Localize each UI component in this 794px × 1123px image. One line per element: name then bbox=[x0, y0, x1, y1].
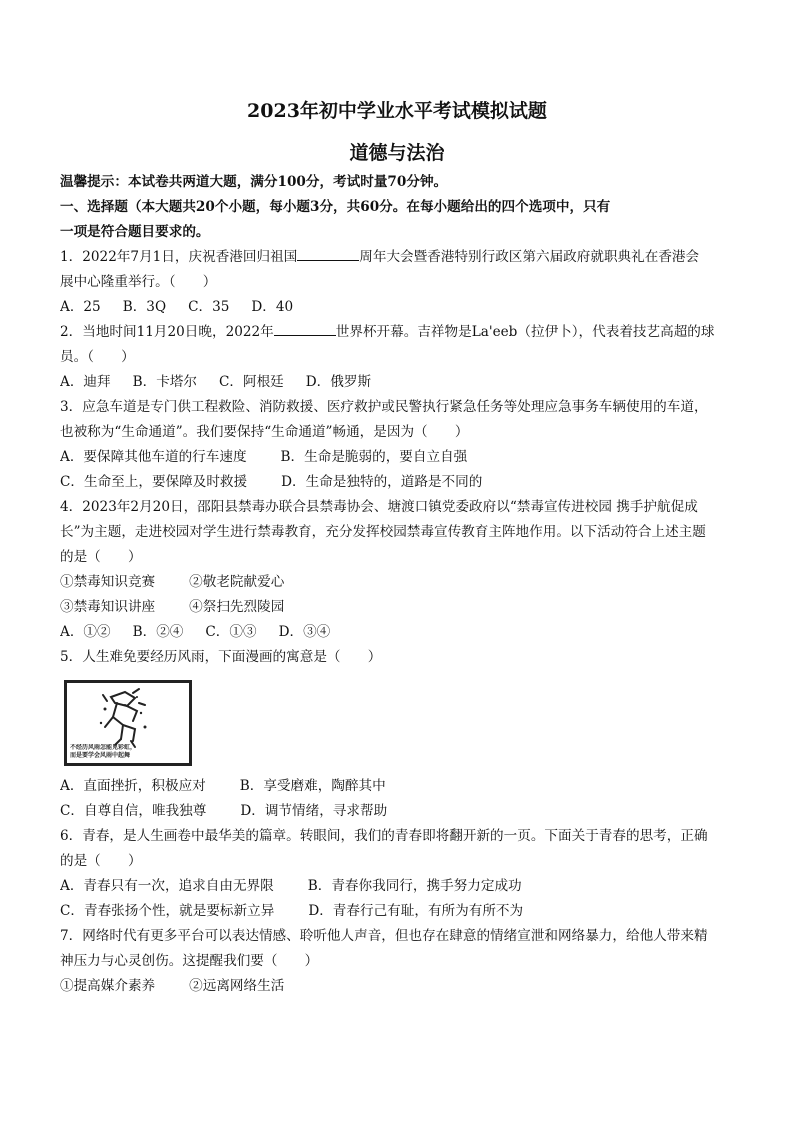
q3-options-row-2 bbox=[60, 470, 732, 495]
q2-option-c[interactable]: C．阿根廷 bbox=[218, 374, 284, 390]
q1-option-b[interactable]: B．3Q bbox=[122, 299, 167, 315]
cartoon-caption-line-2: 而是要学会风雨中起舞 bbox=[70, 752, 131, 759]
q6-option-b[interactable]: B．青春你我同行，携手努力定成功 bbox=[307, 878, 522, 894]
q3-option-d[interactable]: D．生命是独特的，道路是不同的 bbox=[281, 474, 483, 490]
q4-option-c[interactable]: C．①③ bbox=[205, 624, 257, 640]
q6-stem-line-1: 6．青春，是人生画卷中最华美的篇章。转眼间，我们的青春即将翻开新的一页。下面关于青春的思考，正确 bbox=[60, 828, 708, 844]
cartoon-image bbox=[64, 680, 192, 766]
q4-item-3: ③禁毒知识讲座 bbox=[60, 599, 156, 615]
q4-option-d[interactable]: D．③④ bbox=[278, 624, 331, 640]
q5-stem-line-1: 5．人生难免要经历风雨，下面漫画的寓意是（ ） bbox=[60, 649, 382, 665]
q2-answer-blank bbox=[274, 321, 336, 336]
exam-title: 2023年初中学业水平考试模拟试题 bbox=[247, 100, 547, 122]
q7-item-2: ②远离网络生活 bbox=[189, 978, 285, 994]
exam-content bbox=[60, 170, 732, 999]
q2-option-b[interactable]: B．卡塔尔 bbox=[132, 374, 197, 390]
section-heading-line-2: 一项是符合题目要求的。 bbox=[60, 224, 210, 240]
q3-option-b[interactable]: B．生命是脆弱的，要自立自强 bbox=[280, 449, 468, 465]
cartoon-caption-line-1: 不经历风雨怎能见彩虹， bbox=[70, 744, 137, 751]
q4-item-2: ②敬老院献爱心 bbox=[189, 574, 285, 590]
q6-option-c[interactable]: C．青春张扬个性，就是要标新立异 bbox=[60, 903, 275, 919]
q3-options-row-1 bbox=[60, 445, 732, 470]
q4-item-4: ④祭扫先烈陵园 bbox=[189, 599, 285, 615]
q2-option-d[interactable]: D．俄罗斯 bbox=[305, 374, 372, 390]
q5-options-row-1 bbox=[60, 774, 732, 799]
cartoon-caption bbox=[70, 744, 184, 760]
q1-option-d[interactable]: D．40 bbox=[251, 299, 294, 315]
q5-option-d[interactable]: D．调节情绪，寻求帮助 bbox=[240, 803, 388, 819]
q2-stem-line-2: 员。（ ） bbox=[60, 349, 135, 365]
q6-options-row-1 bbox=[60, 874, 732, 899]
q1-option-c[interactable]: C．35 bbox=[188, 299, 230, 315]
notice: 温馨提示：本试卷共两道大题，满分100分，考试时量70分钟。 bbox=[60, 174, 448, 190]
q4-items-row-2 bbox=[60, 595, 732, 620]
q4-option-b[interactable]: B．②④ bbox=[132, 624, 184, 640]
q7-items-row-1 bbox=[60, 974, 732, 999]
q1-answer-blank bbox=[297, 246, 359, 261]
q5-option-c[interactable]: C．自尊自信，唯我独尊 bbox=[60, 803, 207, 819]
q3-option-a[interactable]: A．要保障其他车道的行车速度 bbox=[60, 449, 247, 465]
q2-stem-line-1 bbox=[60, 320, 732, 345]
q4-options bbox=[60, 620, 732, 645]
q3-stem-line-2: 也被称为“生命通道”。我们要保持“生命通道”畅通，是因为（ ） bbox=[60, 424, 469, 440]
q7-stem-line-2: 神压力与心灵创伤。这提醒我们要（ ） bbox=[60, 953, 319, 969]
q1-options bbox=[60, 295, 732, 320]
q2-stem-post: 世界杯开幕。吉祥物是La'eeb（拉伊卜），代表着技艺高超的球 bbox=[335, 324, 715, 340]
q6-option-a[interactable]: A．青春只有一次，追求自由无界限 bbox=[60, 878, 274, 894]
q4-option-a[interactable]: A．①② bbox=[60, 624, 111, 640]
subject-title: 道德与法治 bbox=[349, 142, 445, 164]
q6-options-row-2 bbox=[60, 899, 732, 924]
q4-stem-line-3: 的是（ ） bbox=[60, 549, 142, 565]
q6-option-d[interactable]: D．青春行己有耻，有所为有所不为 bbox=[308, 903, 524, 919]
q3-option-c[interactable]: C．生命至上，要保障及时救援 bbox=[60, 474, 248, 490]
q4-stem-line-1: 4．2023年2月20日，邵阳县禁毒办联合县禁毒协会、塘渡口镇党委政府以“禁毒宣传进校园 携手护航促成 bbox=[60, 499, 698, 515]
q5-option-b[interactable]: B．享受磨难，陶醉其中 bbox=[239, 778, 386, 794]
q2-option-a[interactable]: A．迪拜 bbox=[60, 374, 111, 390]
q1-stem-post: 周年大会暨香港特别行政区第六届政府就职典礼在香港会 bbox=[359, 249, 700, 265]
q1-option-a[interactable]: A．25 bbox=[60, 299, 101, 315]
q1-stem-line-1 bbox=[60, 245, 732, 270]
q4-item-1: ①禁毒知识竞赛 bbox=[60, 574, 156, 590]
q3-stem-line-1: 3．应急车道是专门供工程救险、消防救援、医疗救护或民警执行紧急任务等处理应急事务车辆使用的车道， bbox=[60, 399, 708, 415]
q4-items-row-1 bbox=[60, 570, 732, 595]
q7-item-1: ①提高媒介素养 bbox=[60, 978, 156, 994]
q5-options-row-2 bbox=[60, 799, 732, 824]
q1-stem-pre: 1．2022年7月1日，庆祝香港回归祖国 bbox=[60, 249, 298, 265]
q7-stem-line-1: 7．网络时代有更多平台可以表达情感、聆听他人声音，但也存在肆意的情绪宣泄和网络暴力，给他人带来精 bbox=[60, 928, 708, 944]
q1-stem-line-2: 展中心隆重举行。（ ） bbox=[60, 274, 217, 290]
section-heading-line-1: 一、选择题（本大题共20个小题，每小题3分，共60分。在每小题给出的四个选项中，只有 bbox=[60, 199, 611, 215]
q5-option-a[interactable]: A．直面挫折，积极应对 bbox=[60, 778, 206, 794]
q4-stem-line-2: 长”为主题，走进校园对学生进行禁毒教育，充分发挥校园禁毒宣传教育主阵地作用。以下活动符合上述主题 bbox=[60, 524, 706, 540]
q6-stem-line-2: 的是（ ） bbox=[60, 853, 142, 869]
q2-stem-pre: 2．当地时间11月20日晚，2022年 bbox=[60, 324, 274, 340]
q2-options bbox=[60, 370, 732, 395]
